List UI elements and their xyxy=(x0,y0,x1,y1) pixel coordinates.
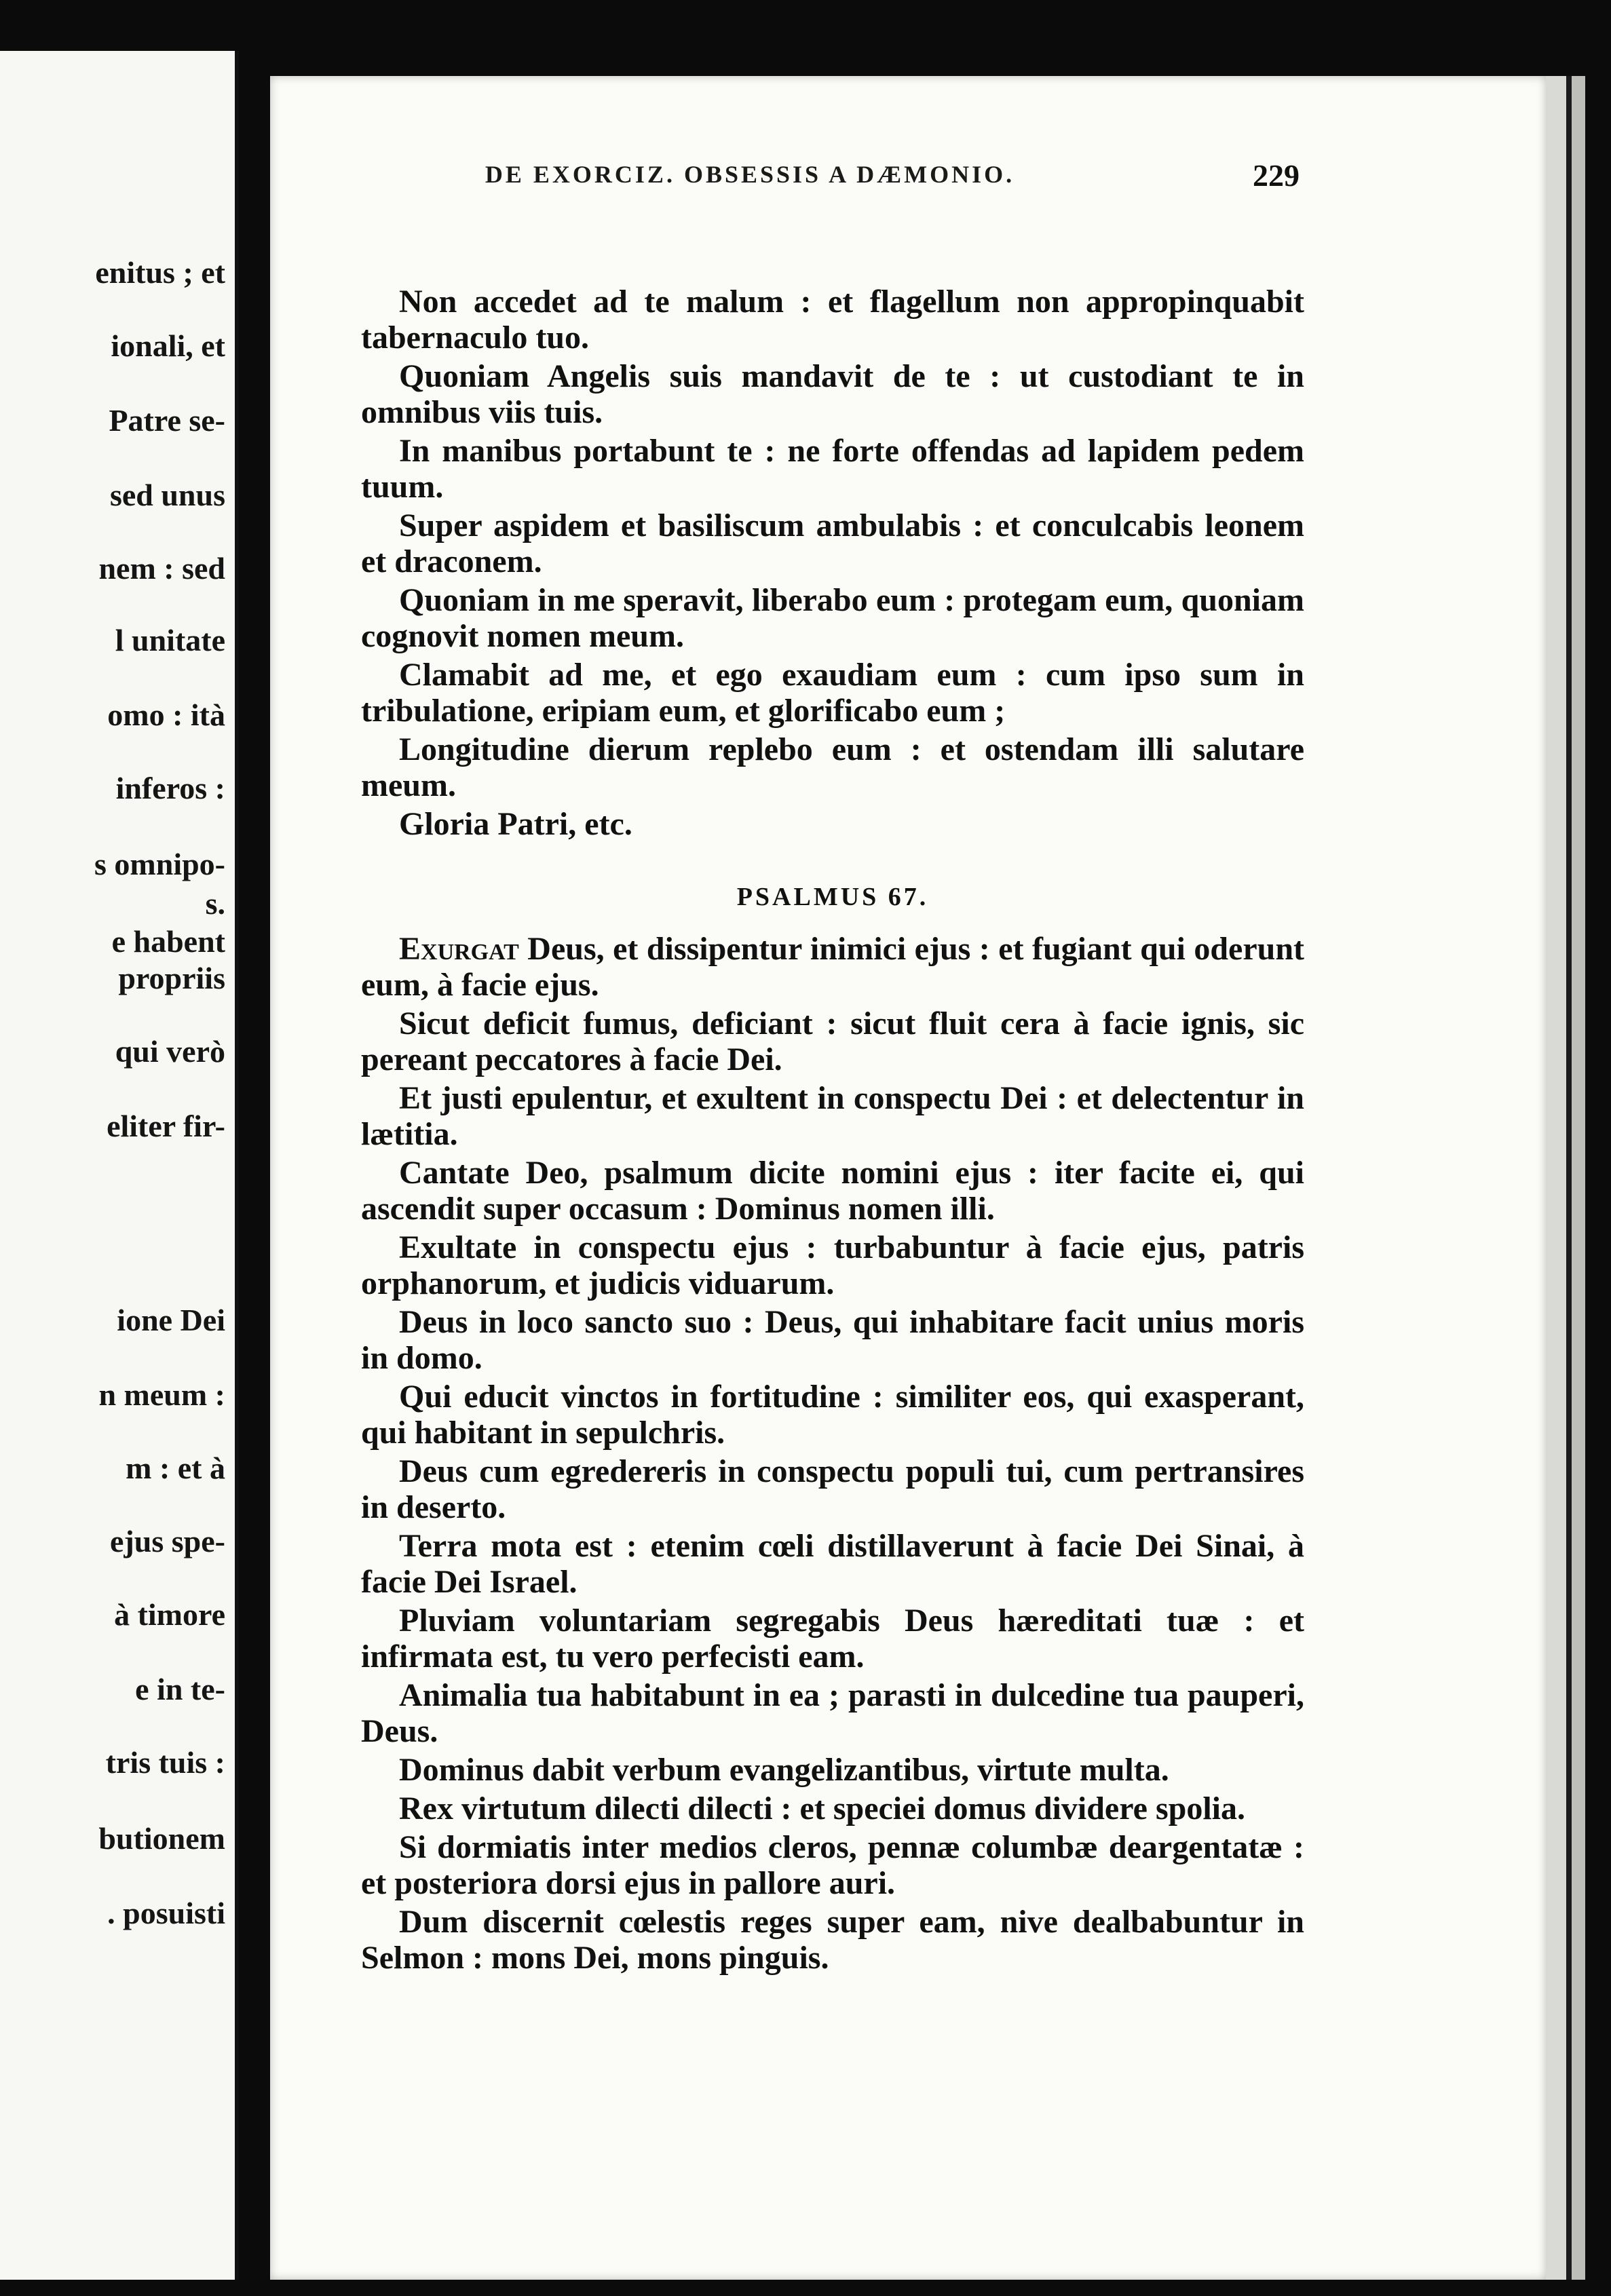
left-page-line: ejus spe- xyxy=(110,1524,225,1558)
page-edge xyxy=(1546,76,1566,2280)
verse: Quoniam Angelis suis mandavit de te : ut custodiant te in omnibus viis tuis. xyxy=(361,358,1304,430)
verse: Deus in loco sancto suo : Deus, qui inhabitare facit unius moris in domo. xyxy=(361,1304,1304,1376)
verse: Cantate Deo, psalmum dicite nomini ejus : iter facite ei, qui ascendit super occasum : Dominus nomen illi. xyxy=(361,1155,1304,1227)
left-page-line: à timore xyxy=(114,1597,225,1632)
verse: Non accedet ad te malum : et flagellum non appropinquabit tabernaculo tuo. xyxy=(361,284,1304,356)
left-page-line: qui verò xyxy=(115,1034,225,1069)
verse: Quoniam in me speravit, liberabo eum : protegam eum, quoniam cognovit nomen meum. xyxy=(361,582,1304,654)
left-page-line: Patre se- xyxy=(109,403,225,438)
left-page-line: s. xyxy=(205,886,225,921)
verse: Dominus dabit verbum evangelizantibus, virtute multa. xyxy=(399,1752,1169,1788)
left-page-line: nem : sed xyxy=(98,551,225,586)
left-page-line: enitus ; et xyxy=(95,255,225,290)
psalm-90-verses xyxy=(361,284,1304,845)
running-title: DE EXORCIZ. OBSESSIS A DÆMONIO. xyxy=(485,161,1015,188)
left-page-line: ionali, et xyxy=(111,328,225,363)
left-page-line: s omnipo- xyxy=(94,847,225,881)
verse: Clamabit ad me, et ego exaudiam eum : cum ipso sum in tribulatione, eripiam eum, et glorificabo eum ; xyxy=(361,657,1304,729)
left-page-line: n meum : xyxy=(98,1377,225,1412)
left-page-line: eliter fir- xyxy=(107,1109,225,1143)
verse: Et justi epulentur, et exultent in conspectu Dei : et delectentur in lætitia. xyxy=(361,1080,1304,1152)
left-page-line: sed unus xyxy=(109,478,225,512)
left-page-line: omo : ità xyxy=(107,697,225,732)
verse: Super aspidem et basiliscum ambulabis : et conculcabis leonem et draconem. xyxy=(361,508,1304,579)
verse: Rex virtutum dilecti dilecti : et speciei domus dividere spolia. xyxy=(399,1791,1245,1826)
page-number: 229 xyxy=(1253,158,1300,193)
verse: Animalia tua habitabunt in ea ; parasti in dulcedine tua pauperi, Deus. xyxy=(361,1677,1304,1749)
verse: Terra mota est : etenim cœli distillaverunt à facie Dei Sinai, à facie Dei Israel. xyxy=(361,1528,1304,1600)
verse: Qui educit vinctos in fortitudine : similiter eos, qui exasperant, qui habitant in sepulchris. xyxy=(361,1379,1304,1451)
back-cover-edge xyxy=(1572,76,1585,2280)
verse: Si dormiatis inter medios cleros, pennæ columbæ deargentatæ : et posteriora dorsi ejus in pallore auri. xyxy=(361,1829,1304,1901)
verse: In manibus portabunt te : ne forte offendas ad lapidem pedem tuum. xyxy=(361,433,1304,505)
verse: Exultate in conspectu ejus : turbabuntur à facie ejus, patris orphanorum, et judicis viduarum. xyxy=(361,1229,1304,1301)
left-page-line: propriis xyxy=(118,961,225,995)
left-page-line: . posuisti xyxy=(107,1896,225,1930)
verse: Sicut deficit fumus, deficiant : sicut fluit cera à facie ignis, sic pereant peccatores à facie Dei. xyxy=(361,1006,1304,1077)
verse: Pluviam voluntariam segregabis Deus hæreditati tuæ : et infirmata est, tu vero perfecisti eam. xyxy=(361,1603,1304,1675)
binding-gap xyxy=(1566,76,1572,2280)
facing-page-left xyxy=(0,51,239,2280)
verse: Longitudine dierum replebo eum : et ostendam illi salutare meum. xyxy=(361,731,1304,803)
verse: Dum discernit cœlestis reges super eam, nive dealbabuntur in Selmon : mons Dei, mons pinguis. xyxy=(361,1904,1304,1976)
psalm-67-verses xyxy=(361,931,1304,1978)
left-page-line: e in te- xyxy=(135,1672,225,1706)
initial-word: Exurgat xyxy=(399,931,519,967)
left-page-line: tris tuis : xyxy=(105,1745,225,1780)
first-verse xyxy=(361,931,1304,1003)
left-page-line: butionem xyxy=(98,1821,225,1856)
left-page-line: ione Dei xyxy=(117,1303,225,1337)
left-page-line: e habent xyxy=(111,924,225,959)
left-page-line: m : et à xyxy=(126,1451,225,1485)
first-verse-text: Deus, et dissipentur inimici ejus : et fugiant qui oderunt eum, à facie ejus. xyxy=(361,931,1304,1003)
left-page-line: l unitate xyxy=(115,623,225,657)
left-page-line: inferos : xyxy=(115,771,225,805)
verse: Gloria Patri, etc. xyxy=(399,806,632,842)
psalm-heading: PSALMUS 67. xyxy=(736,883,929,911)
verse: Deus cum egredereris in conspectu populi tui, cum pertransires in deserto. xyxy=(361,1453,1304,1525)
